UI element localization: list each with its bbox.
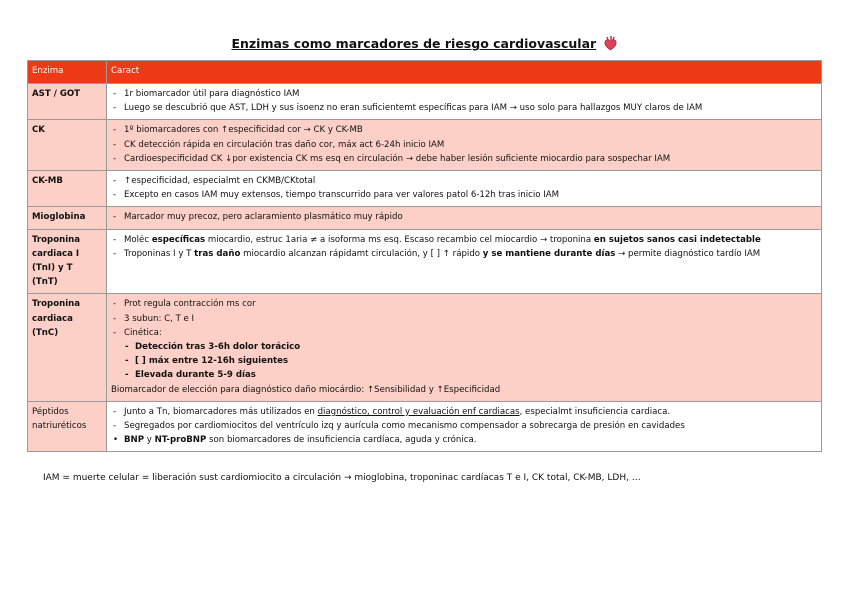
header-enzima: Enzima [28,61,107,84]
page-title: Enzimas como marcadores de riesgo cardiovascular [0,36,848,51]
list-item: - CK detección rápida en circulación tras daño cor, máx act 6-24h inicio IAM [111,138,816,152]
list-item: - Moléc específicas miocardio, estruc 1aria ≠ a isoforma ms esq. Escaso recambio cel miocardio → troponina en sujetos sanos casi indetectable [111,233,816,247]
list-item: - Cinética: [111,326,816,340]
list-subitem: - Elevada durante 5-9 días [111,368,816,382]
enzyme-description [107,120,822,171]
enzyme-description [107,171,822,207]
table-row [28,294,822,401]
table-row [28,207,822,229]
list-item: • BNP y NT-proBNP son biomarcadores de insuficiencia cardíaca, aguda y crónica. [111,433,816,447]
table-header-row [28,61,822,84]
list-item: - Troponinas I y T tras daño miocardio alcanzan rápidamt circulación, y [ ] ↑ rápido y se mantiene durante días → permite diagnóstico tardío IAM [111,247,816,261]
list-item: - Marcador muy precoz, pero aclaramiento plasmático muy rápido [111,210,816,224]
header-caract: Caract [107,61,822,84]
enzyme-name: Péptidos natriuréticos [28,401,107,452]
enzyme-name: Troponina cardiaca (TnC) [28,294,107,401]
table-row [28,229,822,294]
list-item: - Cardioespecificidad CK ↓por existencia CK ms esq en circulación → debe haber lesión suficiente miocardio para sospechar IAM [111,152,816,166]
list-item: - Segregados por cardiomiocitos del ventrículo izq y aurícula como mecanismo compensador a sobrecarga de presión en cavidades [111,419,816,433]
table-row [28,171,822,207]
table-row [28,120,822,171]
enzyme-name: Troponina cardiaca I (TnI) y T (TnT) [28,229,107,294]
list-subitem: - Detección tras 3-6h dolor torácico [111,340,816,354]
list-item: - ↑especificidad, especialmt en CKMB/CKtotal [111,174,816,188]
anatomical-heart-icon [604,36,617,51]
list-item: - 1r biomarcador útil para diagnóstico IAM [111,87,816,101]
enzyme-name: CK-MB [28,171,107,207]
enzyme-name: AST / GOT [28,84,107,120]
footer-note: IAM = muerte celular = liberación sust cardiomiocito a circulación → mioglobina, troponinac cardíacas T e I, CK total, CK-MB, LDH, … [43,473,641,483]
enzyme-name: CK [28,120,107,171]
list-item: - 1º biomarcadores con ↑especificidad cor → CK y CK-MB [111,123,816,137]
list-subitem: - [ ] máx entre 12-16h siguientes [111,354,816,368]
enzyme-name: Mioglobina [28,207,107,229]
list-item: - Junto a Tn, biomarcadores más utilizados en diagnóstico, control y evaluación enf cardiacas, especialmt insuficiencia cardiaca. [111,405,816,419]
list-item: - 3 subun: C, T e I [111,312,816,326]
summary-text: Biomarcador de elección para diagnóstico daño miocárdio: ↑Sensibilidad y ↑Especificidad [111,384,501,395]
enzyme-description [107,294,822,401]
enzyme-description [107,84,822,120]
list-item: - Excepto en casos IAM muy extensos, tiempo transcurrido para ver valores patol 6-12h tras inicio IAM [111,188,816,202]
list-item: - Prot regula contracción ms cor [111,297,816,311]
table-row [28,401,822,452]
enzyme-description [107,207,822,229]
table-row [28,84,822,120]
list-item: - Luego se descubrió que AST, LDH y sus isoenz no eran suficientemt específicas para IAM → uso solo para hallazgos MUY claros de IAM [111,101,816,115]
enzyme-description [107,401,822,452]
enzyme-description [107,229,822,294]
enzyme-table [27,60,822,452]
